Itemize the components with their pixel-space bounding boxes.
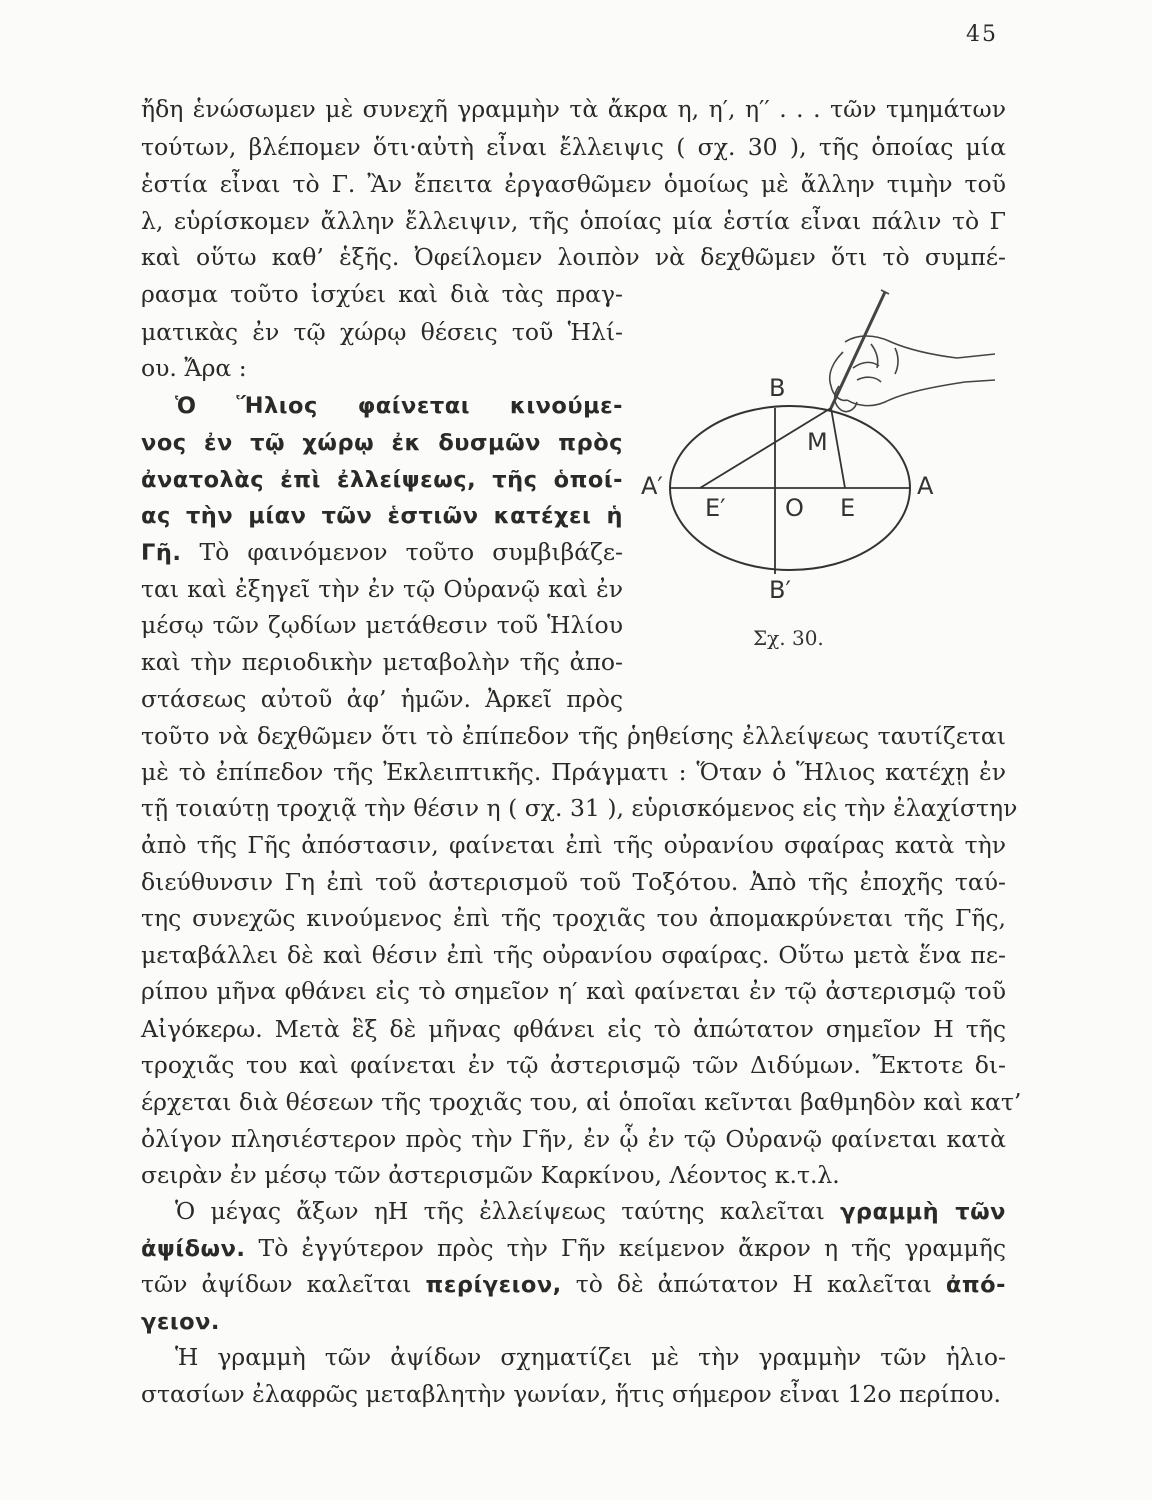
text-line	[141, 1234, 1006, 1262]
text-segment: μεταβάλλει δὲ καὶ θέσιν ἐπὶ τῆς οὐρανίου σφαίρας. Οὕτω μετὰ ἕνα πε-	[141, 941, 1006, 969]
text-line	[141, 207, 1006, 235]
text-segment: τροχιᾶς του καὶ φαίνεται ἐν τῷ ἀστερισμῷ τῶν Διδύμων. Ἔκτοτε δι-	[141, 1051, 1006, 1079]
text-segment: ου. Ἄρα :	[141, 354, 247, 382]
bold-text-segment: Ὁ Ἥλιος φαίνεται κινούμε-	[175, 393, 623, 419]
text-line	[141, 95, 1006, 123]
label-a: A	[917, 472, 934, 500]
text-segment: ὀλίγον πλησιέστερον πρὸς τὴν Γῆν, ἐν ᾧ ἐν τῷ Οὐρανῷ φαίνεται κατὰ	[141, 1125, 1006, 1153]
text-line	[141, 1310, 1006, 1334]
text-line	[141, 504, 623, 528]
label-m: M	[807, 428, 828, 456]
text-segment: ρίπου μῆνα φθάνει εἰς τὸ σημεῖον η′ καὶ φαίνεται ἐν τῷ ἀστερισμῷ τοῦ	[141, 977, 1006, 1005]
text-line	[141, 354, 623, 382]
text-line	[141, 977, 1006, 1005]
bold-text-segment: ἀπό-	[945, 1272, 1006, 1298]
text-line	[141, 794, 1018, 822]
bold-text-segment: γειον.	[141, 1309, 220, 1335]
text-line	[141, 318, 623, 346]
bold-text-segment: περίγειον,	[425, 1272, 562, 1298]
text-segment: τοῦτο νὰ δεχθῶμεν ὅτι τὸ ἐπίπεδον τῆς ῥηθείσης ἐλλείψεως ταυτίζεται	[141, 722, 1006, 750]
text-line	[175, 394, 623, 418]
text-line	[141, 685, 623, 713]
text-line	[141, 941, 1006, 969]
text-segment: λ, εὑρίσκομεν ἄλλην ἔλλειψιν, τῆς ὁποίας μία ἑστία εἶναι πάλιν τὸ Γ	[141, 207, 1006, 235]
text-segment: ματικὰς ἐν τῷ χώρῳ θέσεις τοῦ Ἡλί-	[141, 318, 623, 346]
text-segment: τὸ δὲ ἀπώτατον Η καλεῖται	[561, 1270, 946, 1298]
text-segment: Τὸ φαινόμενον τοῦτο συμβιβάζε-	[181, 538, 623, 566]
bold-text-segment: Γῆ.	[141, 540, 182, 566]
text-segment: σειρὰν ἐν μέσῳ τῶν ἀστερισμῶν Καρκίνου, Λέοντος κ.τ.λ.	[141, 1161, 840, 1189]
text-line	[141, 1015, 1006, 1043]
text-segment: καὶ τὴν περιοδικὴν μεταβολὴν τῆς ἀπο-	[141, 648, 623, 676]
text-segment: μέσῳ τῶν ζῳδίων μετάθεσιν τοῦ Ἡλίου	[141, 611, 623, 639]
text-segment: μὲ τὸ ἐπίπεδον τῆς Ἐκλειπτικῆς. Πράγματι : Ὅταν ὁ Ἥλιος κατέχῃ ἐν	[141, 758, 1006, 786]
text-line	[141, 538, 623, 566]
text-line	[141, 431, 623, 455]
text-line	[141, 280, 623, 308]
figure-caption: Σχ. 30.	[753, 626, 824, 650]
text-segment: Ὁ μέγας ἄξων ηΗ τῆς ἐλλείψεως ταύτης καλεῖται	[175, 1197, 841, 1225]
text-line	[141, 722, 1006, 750]
text-segment: τῶν ἀψίδων καλεῖται	[141, 1270, 426, 1298]
hand-icon	[830, 290, 995, 412]
text-segment: στασίων ἐλαφρῶς μεταβλητὴν γωνίαν, ἥτις σήμερον εἶναι 12ο περίπου.	[141, 1380, 1001, 1408]
figure-30	[595, 282, 1015, 654]
text-line	[141, 170, 1006, 198]
text-segment: ται καὶ ἐξηγεῖ τὴν ἐν τῷ Οὐρανῷ καὶ ἐν	[141, 575, 623, 603]
focal-line-right	[831, 408, 845, 488]
label-e: E	[840, 494, 856, 522]
text-line	[141, 1161, 1006, 1189]
text-line	[141, 133, 1006, 161]
label-b-prime: B′	[769, 576, 791, 604]
text-segment: στάσεως αὐτοῦ ἀφ’ ἡμῶν. Ἀρκεῖ πρὸς	[141, 685, 623, 713]
text-segment: Αἰγόκερω. Μετὰ ἓξ δὲ μῆνας φθάνει εἰς τὸ ἀπώτατον σημεῖον Η τῆς	[141, 1015, 1006, 1043]
text-line	[141, 1125, 1006, 1153]
text-segment: έρχεται διὰ θέσεων τῆς τροχιᾶς του, αἱ ὁποῖαι κεῖνται βαθμηδὸν καὶ κατ’	[141, 1088, 1022, 1116]
label-e-prime: E′	[705, 494, 726, 522]
text-segment: ἑστία εἶναι τὸ Γ. Ἂν ἔπειτα ἐργασθῶμεν ὁμοίως μὲ ἄλλην τιμὴν τοῦ	[141, 170, 1006, 198]
text-segment: Τὸ ἐγγύτερον πρὸς τὴν Γῆν κείμενον ἄκρον η τῆς γραμμῆς	[245, 1234, 1006, 1262]
text-line	[175, 1343, 1006, 1371]
bold-text-segment: ἀψίδων.	[141, 1236, 246, 1262]
bold-text-segment: νος ἐν τῷ χώρῳ ἐκ δυσμῶν πρὸς	[141, 430, 623, 456]
bold-text-segment: ας τὴν μίαν τῶν ἑστιῶν κατέχει ἡ	[141, 503, 623, 529]
text-line	[141, 468, 623, 492]
bold-text-segment: γραμμὴ τῶν	[840, 1199, 1006, 1225]
text-line	[141, 1051, 1006, 1079]
text-segment: διεύθυνσιν Γη ἐπὶ τοῦ ἀστερισμοῦ τοῦ Τοξότου. Ἀπὸ τῆς ἐποχῆς ταύ-	[141, 868, 1006, 896]
text-segment: καὶ οὕτω καθ’ ἑξῆς. Ὀφείλομεν λοιπὸν νὰ δεχθῶμεν ὅτι τὸ συμπέ-	[141, 243, 1006, 271]
bold-text-segment: ἀνατολὰς ἐπὶ ἐλλείψεως, τῆς ὁποί-	[141, 467, 623, 493]
text-line	[141, 1088, 1022, 1116]
text-line	[175, 1197, 1006, 1225]
text-segment: της συνεχῶς κινούμενος ἐπὶ τῆς τροχιᾶς του ἀπομακρύνεται τῆς Γῆς,	[141, 904, 1006, 932]
text-segment: Ἡ γραμμὴ τῶν ἀψίδων σχηματίζει μὲ τὴν γραμμὴν τῶν ἡλιο-	[175, 1343, 1006, 1371]
label-b: B	[769, 374, 786, 402]
text-segment: ἀπὸ τῆς Γῆς ἀπόστασιν, φαίνεται ἐπὶ τῆς οὐρανίου σφαίρας κατὰ τὴν	[141, 831, 1006, 859]
text-line	[141, 758, 1006, 786]
text-segment: ρασμα τοῦτο ἰσχύει καὶ διὰ τὰς πραγ-	[141, 280, 623, 308]
text-line	[141, 648, 623, 676]
text-line	[141, 904, 1006, 932]
text-segment: τῇ τοιαύτῃ τροχιᾷ τὴν θέσιν η ( σχ. 31 ), εὑρισκόμενος εἰς τὴν ἐλαχίστην	[141, 794, 1018, 822]
text-line	[141, 1270, 1006, 1298]
text-line	[141, 868, 1006, 896]
label-o: O	[785, 494, 804, 522]
text-line	[141, 1380, 1006, 1408]
page-number: 45	[966, 22, 998, 47]
ellipse-diagram	[595, 282, 1015, 654]
text-segment: ἤδη ἑνώσωμεν μὲ συνεχῆ γραμμὴν τὰ ἄκρα η, η′, η′′ . . . τῶν τμημάτων	[141, 95, 1006, 123]
text-line	[141, 611, 623, 639]
text-line	[141, 243, 1006, 271]
text-segment: τούτων, βλέπομεν ὅτι·αὐτὴ εἶναι ἔλλειψις ( σχ. 30 ), τῆς ὁποίας μία	[141, 133, 1006, 161]
text-line	[141, 575, 623, 603]
text-line	[141, 831, 1006, 859]
label-a-prime: A′	[641, 472, 663, 500]
